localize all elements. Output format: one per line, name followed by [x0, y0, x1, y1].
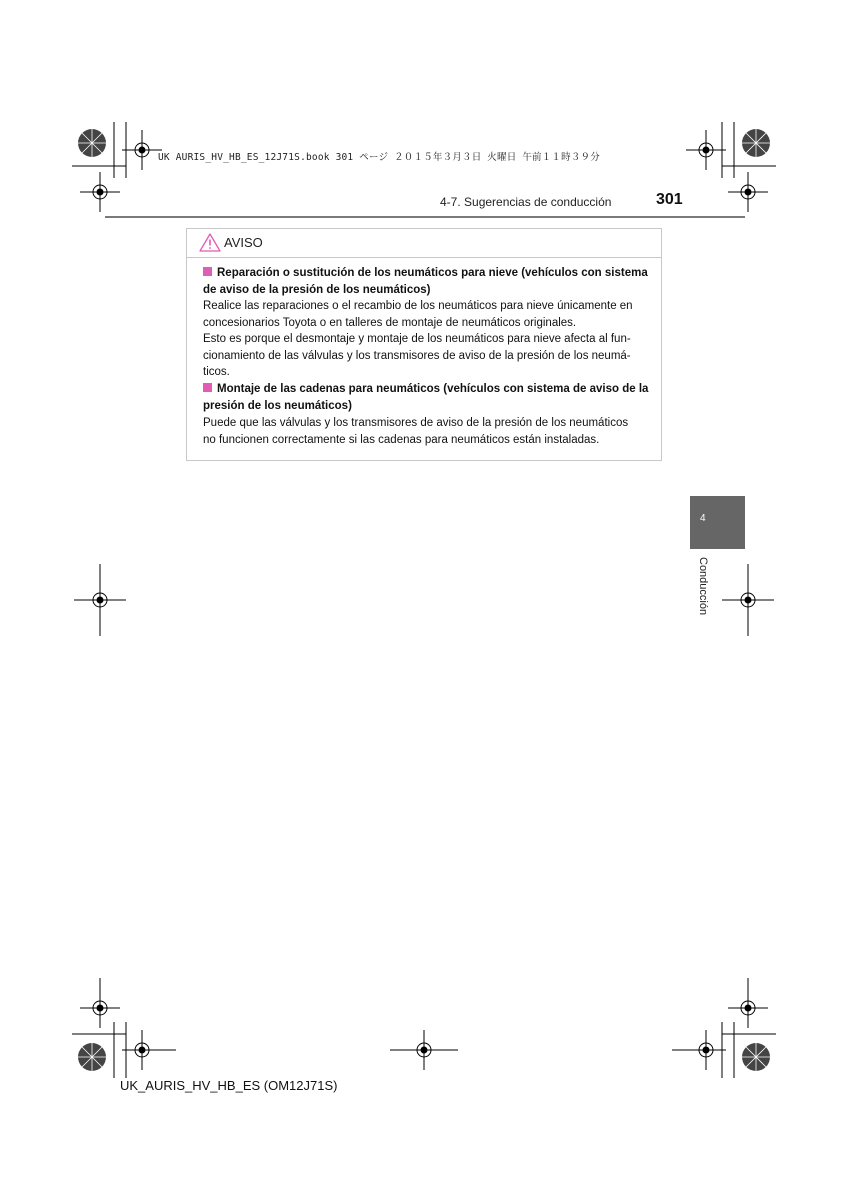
body-line: Puede que las válvulas y los transmisores de aviso de la presión de los neumáticos: [203, 417, 629, 429]
body-line: ticos.: [203, 366, 230, 378]
warning-title: AVISO: [224, 235, 263, 250]
section-title: 4-7. Sugerencias de conducción: [440, 195, 612, 209]
bullet-square-icon: [203, 383, 212, 392]
body-line: cionamiento de las válvulas y los transmisores de aviso de la presión de los neumá-: [203, 349, 631, 362]
item-heading-snow-tires: [203, 265, 655, 298]
page-number: 301: [656, 191, 683, 208]
body-line: Realice las reparaciones o el recambio de los neumáticos para nieve únicamente en: [203, 300, 633, 312]
item-body-tire-chains: [203, 415, 655, 448]
bullet-square-icon: [203, 267, 212, 276]
heading-line: Montaje de las cadenas para neumáticos (vehículos con sistema de aviso de la: [217, 383, 649, 395]
footer-code: UK_AURIS_HV_HB_ES (OM12J71S): [120, 1078, 338, 1093]
header-rule: [105, 216, 745, 218]
body-line: concesionarios Toyota o en talleres de montaje de neumáticos originales.: [203, 316, 577, 329]
chapter-number: 4: [700, 513, 706, 524]
item-heading-tire-chains: [203, 381, 655, 414]
body-line: no funcionen correctamente si las cadenas para neumáticos están instaladas.: [203, 433, 600, 446]
book-file-info: UK AURIS_HV_HB_ES_12J71S.book 301 ページ ２０１５年３月３日 火曜日 午前１１時３９分: [158, 152, 600, 163]
warning-box: [186, 228, 662, 461]
warning-header: [187, 229, 661, 258]
heading-line: de aviso de la presión de los neumáticos): [203, 283, 431, 296]
chapter-tab: [690, 496, 745, 549]
item-body-snow-tires: [203, 298, 655, 381]
heading-line: presión de los neumáticos): [203, 399, 352, 412]
heading-line: Reparación o sustitución de los neumáticos para nieve (vehículos con sistema: [217, 267, 648, 279]
chapter-label: Conducción: [697, 557, 709, 616]
body-line: Esto es porque el desmontaje y montaje de los neumáticos para nieve afecta al fun-: [203, 333, 631, 345]
warning-triangle-icon: [199, 233, 221, 252]
